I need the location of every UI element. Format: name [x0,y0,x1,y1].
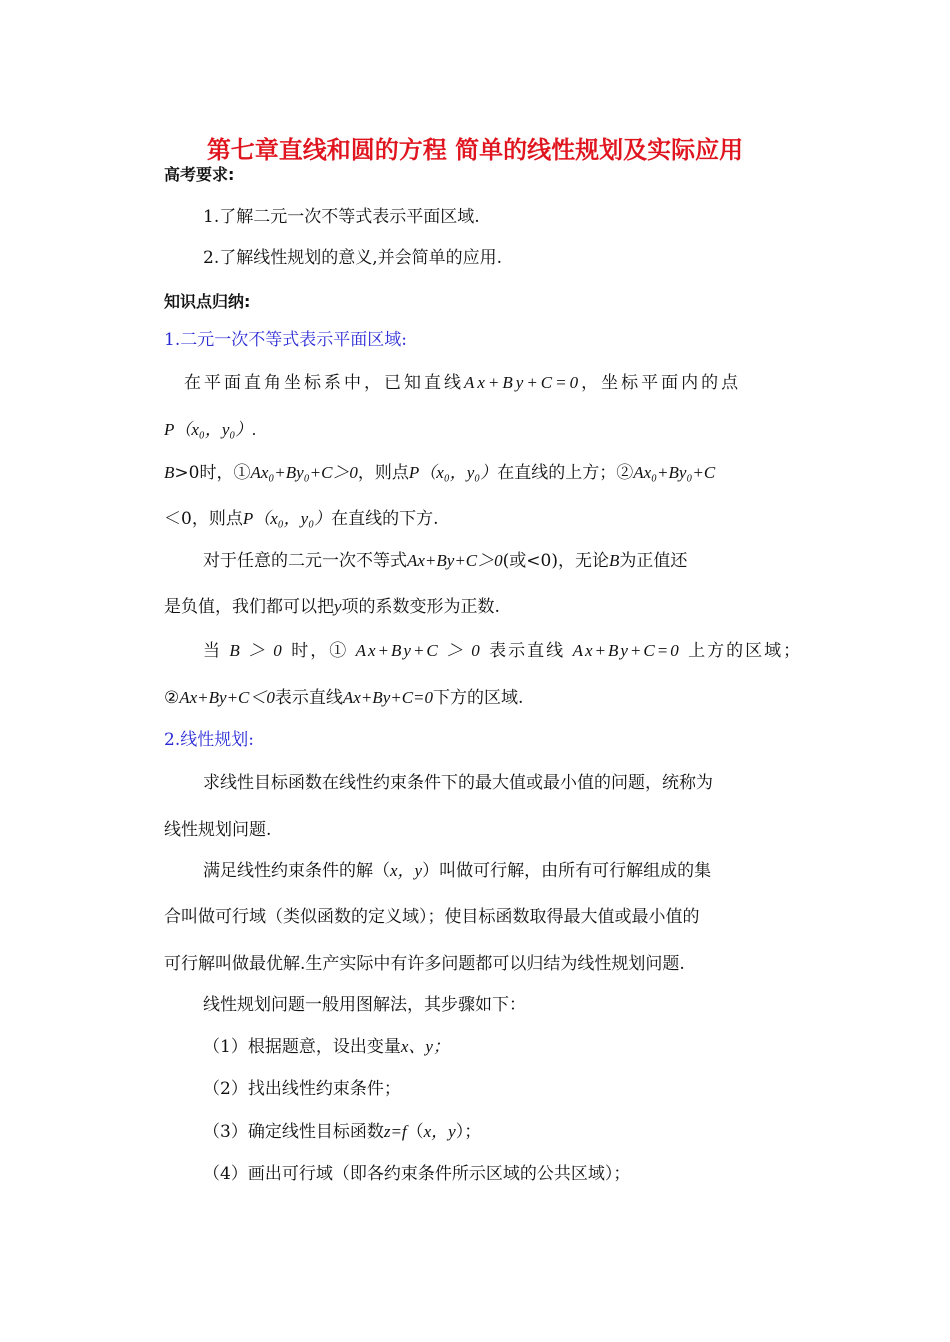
paragraph-line: 满足线性约束条件的解（x，y）叫做可行解，由所有可行解组成的集 [203,861,712,881]
requirement-1: 1.了解二元一次不等式表示平面区域. [203,207,480,227]
section-1-heading: 1.二元一次不等式表示平面区域: [164,330,407,350]
paragraph-line: 当 B ＞ 0 时，① Ax+By+C ＞ 0 表示直线 Ax+By+C=0 上方的区域； [203,641,803,661]
step-4: （4）画出可行域（即各约束条件所示区域的公共区域）； [203,1164,631,1184]
paragraph-line: P（x₀，y₀）. [164,420,257,439]
paragraph-line: B>0时，①Ax₀+By₀+C＞0，则点P（x₀，y₀）在直线的上方；②Ax₀+By₀+C [164,463,716,483]
page-title: 第七章直线和圆的方程 简单的线性规划及实际应用 [206,136,744,164]
knowledge-heading: 知识点归纳: [164,292,251,311]
paragraph-line: 合叫做可行域（类似函数的定义域）；使目标函数取得最大值或最小值的 [164,907,700,927]
paragraph-line: ②Ax+By+C＜0表示直线Ax+By+C=0下方的区域. [164,688,524,708]
requirement-2: 2.了解线性规划的意义,并会简单的应用. [203,248,503,268]
paragraph-line: 线性规划问题. [164,820,272,840]
paragraph-line: 可行解叫做最优解.生产实际中有许多问题都可以归结为线性规划问题. [164,954,685,974]
step-3: （3）确定线性目标函数z=f（x，y）； [203,1122,482,1142]
paragraph-line: 线性规划问题一般用图解法，其步骤如下： [203,995,526,1015]
step-1: （1）根据题意，设出变量x、y； [203,1037,450,1057]
paragraph-line: 在平面直角坐标系中，已知直线Ax+By+C=0，坐标平面内的点 [184,373,742,393]
paragraph-line: ＜0，则点P（x₀，y₀）在直线的下方. [164,509,439,529]
paragraph-line: 对于任意的二元一次不等式Ax+By+C＞0(或<0)，无论B为正值还 [203,551,688,571]
step-2: （2）找出线性约束条件； [203,1079,401,1099]
paragraph-line: 是负值，我们都可以把y项的系数变形为正数. [164,597,500,617]
section-2-heading: 2.线性规划: [164,730,254,750]
requirements-heading: 高考要求: [164,165,235,184]
paragraph-line: 求线性目标函数在线性约束条件下的最大值或最小值的问题，统称为 [203,773,713,793]
